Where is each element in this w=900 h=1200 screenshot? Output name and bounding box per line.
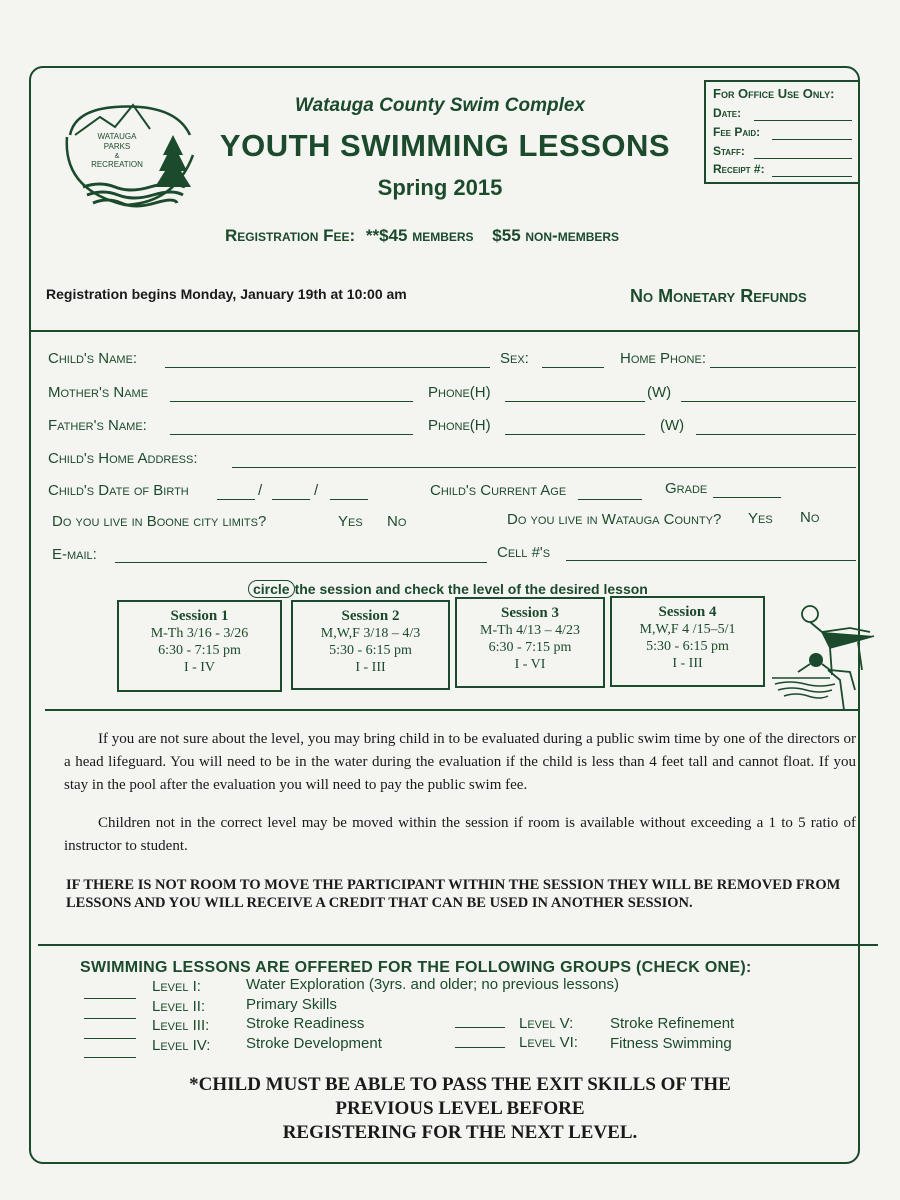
- swimmers-illustration: [770, 600, 880, 725]
- level-2-desc: Primary Skills: [246, 996, 337, 1013]
- session-4-name: Session 4: [658, 604, 717, 620]
- fee-nonmembers: $55 non-members: [492, 226, 620, 245]
- email-label: E-mail:: [52, 546, 97, 563]
- dob-month-field[interactable]: [217, 499, 255, 500]
- exit-skills-line-2: PREVIOUS LEVEL BEFORE: [335, 1098, 585, 1119]
- level-1-checkbox[interactable]: [84, 998, 136, 999]
- office-staff-label: Staff:: [713, 144, 745, 158]
- office-receipt-field[interactable]: [772, 176, 852, 177]
- office-heading: For Office Use Only:: [713, 86, 835, 101]
- page-title: YOUTH SWIMMING LESSONS: [219, 128, 671, 163]
- level-3-checkbox[interactable]: [84, 1038, 136, 1039]
- cell-label: Cell #'s: [497, 544, 551, 561]
- office-fee-label: Fee Paid:: [713, 125, 761, 139]
- office-use-box: [704, 80, 860, 184]
- evaluation-paragraph: If you are not sure about the level, you may bring child in to be evaluated during a public swim time by one of the directors or a head lifeguard. You will need to be in the water during the evaluation if the child is less than 4 feet tall and cannot float. If you stay in the pool after the evaluation you will need to pay the public swim fee.: [64, 731, 856, 793]
- logo-text-2: PARKS: [103, 142, 131, 151]
- mother-phone-h-field[interactable]: [505, 401, 645, 402]
- session-3-name: Session 3: [501, 605, 559, 621]
- mother-phone-w-label: (W): [647, 384, 672, 401]
- exit-skills-line-1: *CHILD MUST BE ABLE TO PASS THE EXIT SKILLS OF THE: [189, 1074, 731, 1095]
- session-instruction: [248, 581, 648, 597]
- session-3-box[interactable]: [455, 597, 605, 688]
- dob-year-field[interactable]: [330, 499, 368, 500]
- father-phone-w-label: (W): [660, 417, 685, 434]
- session-4-days: M,W,F 4 /15–5/1: [639, 622, 736, 637]
- home-address-field[interactable]: [232, 467, 856, 468]
- level-move-paragraph: Children not in the correct level may be moved within the session if room is available without exceeding a 1 to 5 ratio of instructor to student.: [64, 815, 856, 854]
- watauga-question: Do you live in Watauga County?: [507, 511, 722, 528]
- level-1-label: Level I:: [152, 978, 201, 995]
- season-title: Spring 2015: [377, 175, 503, 200]
- mother-name-field[interactable]: [170, 401, 413, 402]
- child-name-label: Child's Name:: [48, 350, 138, 367]
- level-6-desc: Fitness Swimming: [610, 1035, 732, 1052]
- office-date-field[interactable]: [754, 120, 852, 121]
- level-2-label: Level II:: [152, 998, 206, 1015]
- current-age-field[interactable]: [578, 499, 642, 500]
- level-5-label: Level V:: [519, 1015, 574, 1032]
- father-name-field[interactable]: [170, 434, 413, 435]
- dob-label: Child's Date of Birth: [48, 482, 189, 499]
- session-4-levels: I - III: [672, 656, 703, 671]
- divider: [45, 709, 860, 711]
- level-6-checkbox[interactable]: [455, 1047, 505, 1048]
- office-staff-field[interactable]: [754, 158, 852, 159]
- session-1-name: Session 1: [170, 608, 229, 624]
- cell-field[interactable]: [566, 560, 856, 561]
- logo-text-4: RECREATION: [91, 160, 143, 169]
- no-refunds: No Monetary Refunds: [630, 286, 807, 306]
- grade-field[interactable]: [713, 497, 781, 498]
- divider: [38, 944, 878, 946]
- father-name-label: Father's Name:: [48, 417, 147, 434]
- sex-label: Sex:: [500, 350, 529, 367]
- level-3-label: Level III:: [152, 1017, 210, 1034]
- fee-label: Registration Fee:: [225, 226, 356, 245]
- session-2-name: Session 2: [341, 608, 400, 624]
- circle-word: circle: [248, 580, 295, 598]
- level-5-checkbox[interactable]: [455, 1027, 505, 1028]
- session-3-levels: I - VI: [514, 657, 546, 672]
- father-phone-h-field[interactable]: [505, 434, 645, 435]
- dob-sep-2: /: [314, 482, 319, 499]
- mother-phone-w-field[interactable]: [681, 401, 856, 402]
- session-2-levels: I - III: [355, 660, 386, 675]
- session-1-days: M-Th 3/16 - 3/26: [150, 626, 249, 641]
- logo-text-3: &: [114, 153, 120, 160]
- session-2-box[interactable]: [291, 600, 450, 690]
- session-3-time: 6:30 - 7:15 pm: [488, 640, 572, 655]
- home-phone-field[interactable]: [710, 367, 856, 368]
- divider: [31, 330, 858, 332]
- home-address-label: Child's Home Address:: [48, 450, 198, 467]
- levels-heading: SWIMMING LESSONS ARE OFFERED FOR THE FOLLOWING GROUPS (CHECK ONE):: [80, 959, 752, 976]
- session-1-levels: I - IV: [183, 660, 216, 675]
- session-1-time: 6:30 - 7:15 pm: [158, 643, 241, 658]
- grade-label: Grade: [665, 480, 708, 497]
- level-4-label: Level IV:: [152, 1037, 211, 1054]
- father-phone-w-field[interactable]: [696, 434, 856, 435]
- level-4-desc: Stroke Development: [246, 1035, 382, 1052]
- watauga-yes[interactable]: Yes: [748, 510, 773, 527]
- exit-skills-notice: [60, 1073, 860, 1145]
- office-fee-field[interactable]: [772, 139, 852, 140]
- exit-skills-line-3: REGISTERING FOR THE NEXT LEVEL.: [282, 1122, 638, 1143]
- mother-name-label: Mother's Name: [48, 384, 149, 401]
- level-3-desc: Stroke Readiness: [246, 1015, 365, 1032]
- session-2-time: 5:30 - 6:15 pm: [329, 643, 412, 658]
- logo-text-1: WATAUGA: [97, 132, 137, 141]
- registration-begins: Registration begins Monday, January 19th at 10:00 am: [46, 286, 407, 302]
- dob-sep-1: /: [258, 482, 263, 499]
- office-date-label: Date:: [713, 106, 742, 120]
- level-1-desc: Water Exploration (3yrs. and older; no previous lessons): [246, 976, 619, 993]
- office-receipt-label: Receipt #:: [713, 162, 765, 176]
- home-phone-label: Home Phone:: [620, 350, 707, 367]
- sex-field[interactable]: [542, 367, 604, 368]
- boone-no[interactable]: No: [387, 513, 407, 530]
- level-6-label: Level VI:: [519, 1034, 578, 1051]
- level-5-desc: Stroke Refinement: [610, 1015, 735, 1032]
- watauga-no[interactable]: No: [800, 509, 820, 526]
- registration-fee: [225, 226, 619, 246]
- level-2-checkbox[interactable]: [84, 1018, 136, 1019]
- complex-name: Watauga County Swim Complex: [295, 95, 585, 116]
- child-name-field[interactable]: [165, 367, 490, 368]
- father-phone-h-label: Phone(H): [428, 417, 491, 434]
- boone-yes[interactable]: Yes: [338, 513, 363, 530]
- removal-warning: IF THERE IS NOT ROOM TO MOVE THE PARTICIPANT WITHIN THE SESSION THEY WILL BE REMOVED FROM LESSONS AND YOU WILL RECEIVE A CREDIT THAT CAN BE USED IN ANOTHER SESSION.: [66, 877, 841, 911]
- session-instruction-text: the session and check the level of the desired lesson: [294, 581, 648, 597]
- current-age-label: Child's Current Age: [430, 482, 567, 499]
- mother-phone-h-label: Phone(H): [428, 384, 491, 401]
- session-3-days: M-Th 4/13 – 4/23: [480, 623, 580, 638]
- session-4-time: 5:30 - 6:15 pm: [646, 639, 729, 654]
- boone-question: Do you live in Boone city limits?: [52, 513, 267, 530]
- session-1-box[interactable]: [117, 600, 282, 692]
- dob-day-field[interactable]: [272, 499, 310, 500]
- fee-members: **$45 members: [365, 226, 474, 245]
- email-field[interactable]: [115, 562, 487, 563]
- level-4-checkbox[interactable]: [84, 1057, 136, 1058]
- session-2-days: M,W,F 3/18 – 4/3: [320, 626, 421, 641]
- session-4-box[interactable]: [610, 596, 765, 687]
